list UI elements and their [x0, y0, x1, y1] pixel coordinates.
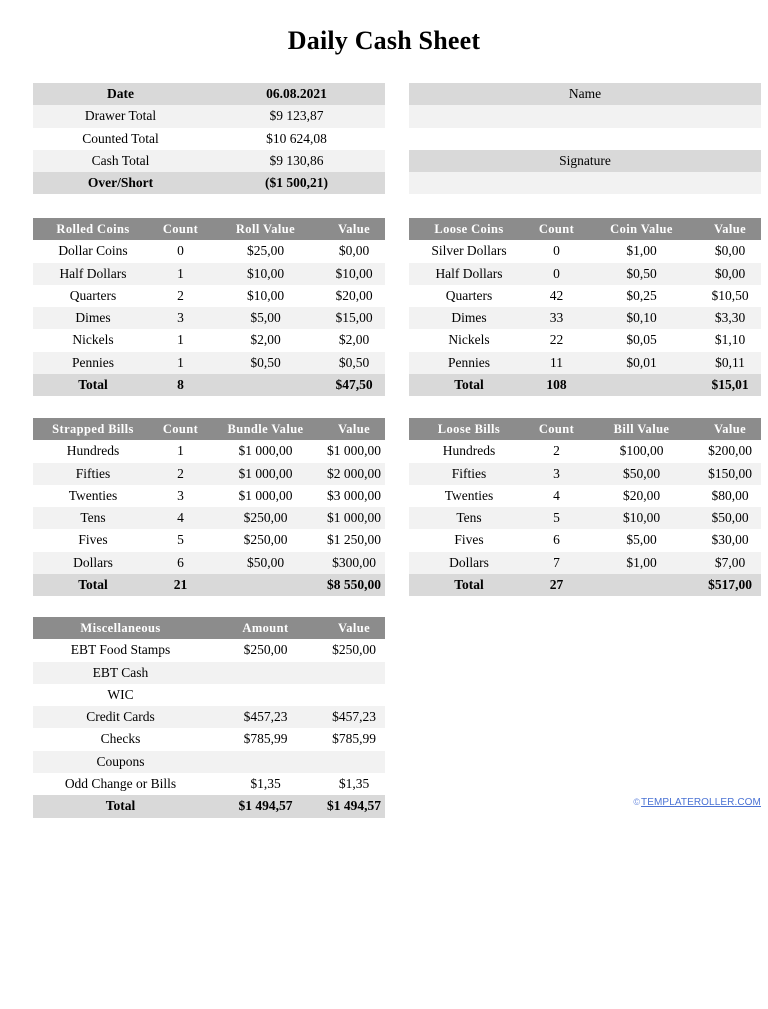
- item-name: Fives: [33, 529, 153, 551]
- table-total-row: [409, 574, 761, 596]
- item-amount[interactable]: [208, 662, 323, 684]
- item-name: Twenties: [33, 485, 153, 507]
- column-header: Roll Value: [208, 218, 323, 240]
- summary-value: $9 123,87: [208, 105, 385, 127]
- table-total-row: [33, 374, 385, 396]
- table-row[interactable]: [33, 662, 385, 684]
- item-name: Dollars: [33, 552, 153, 574]
- table-row[interactable]: [33, 485, 385, 507]
- item-count[interactable]: 1: [153, 440, 208, 462]
- column-header: Count: [153, 418, 208, 440]
- total-count: 21: [153, 574, 208, 596]
- item-name: Hundreds: [33, 440, 153, 462]
- item-value: $200,00: [699, 440, 761, 462]
- loose-bills-table: [409, 418, 761, 596]
- item-unit-value: $5,00: [584, 529, 699, 551]
- footer-watermark[interactable]: [33, 797, 761, 808]
- total-count: 108: [529, 374, 584, 396]
- table-row[interactable]: [409, 463, 761, 485]
- item-value: $2 000,00: [323, 463, 385, 485]
- item-value: $300,00: [323, 552, 385, 574]
- item-name: Dollar Coins: [33, 240, 153, 262]
- table-header-row: [33, 218, 385, 240]
- loose-coins-table: [409, 218, 761, 396]
- item-name: Hundreds: [409, 440, 529, 462]
- item-count[interactable]: 42: [529, 285, 584, 307]
- total-label: Total: [33, 574, 153, 596]
- table-row: [409, 150, 761, 172]
- item-count[interactable]: 6: [529, 529, 584, 551]
- item-value: $15,00: [323, 307, 385, 329]
- item-name: Nickels: [33, 329, 153, 351]
- item-value: $10,50: [699, 285, 761, 307]
- total-label: Total: [33, 374, 153, 396]
- total-value: $517,00: [699, 574, 761, 596]
- table-row[interactable]: [33, 307, 385, 329]
- table-row[interactable]: [33, 105, 385, 127]
- item-value: $0,11: [699, 352, 761, 374]
- item-unit-value: $0,01: [584, 352, 699, 374]
- item-name: Tens: [33, 507, 153, 529]
- item-unit-value: $10,00: [208, 285, 323, 307]
- item-name: Half Dollars: [409, 263, 529, 285]
- total-spacer: [208, 574, 323, 596]
- table-header-row: [409, 218, 761, 240]
- column-header: Value: [699, 218, 761, 240]
- item-name: Checks: [33, 728, 208, 750]
- summary-block: [33, 83, 385, 194]
- column-header: Value: [323, 617, 385, 639]
- item-unit-value: $250,00: [208, 529, 323, 551]
- rolled-coins-block: [33, 218, 385, 396]
- item-name: Dimes: [409, 307, 529, 329]
- item-value: $785,99: [323, 728, 385, 750]
- item-unit-value: $20,00: [584, 485, 699, 507]
- item-name: Silver Dollars: [409, 240, 529, 262]
- item-value: $0,00: [323, 240, 385, 262]
- item-amount[interactable]: $457,23: [208, 706, 323, 728]
- table-row[interactable]: [33, 639, 385, 661]
- item-unit-value: $0,10: [584, 307, 699, 329]
- item-value: [323, 662, 385, 684]
- item-value: $1 000,00: [323, 507, 385, 529]
- item-unit-value: $250,00: [208, 507, 323, 529]
- column-header: Bundle Value: [208, 418, 323, 440]
- total-label: Total: [33, 795, 208, 817]
- item-name: EBT Food Stamps: [33, 639, 208, 661]
- miscellaneous-table: [33, 617, 385, 818]
- table-row[interactable]: [33, 329, 385, 351]
- item-unit-value: $1 000,00: [208, 485, 323, 507]
- item-unit-value: $0,50: [584, 263, 699, 285]
- table-row[interactable]: [409, 329, 761, 351]
- item-name: Coupons: [33, 751, 208, 773]
- item-unit-value: $1,00: [584, 240, 699, 262]
- item-value: $1,10: [699, 329, 761, 351]
- loose-coins-block: [409, 218, 761, 396]
- column-header: Loose Coins: [409, 218, 529, 240]
- summary-label: Cash Total: [33, 150, 208, 172]
- table-row[interactable]: [33, 263, 385, 285]
- table-row[interactable]: [409, 485, 761, 507]
- name-label: Name: [409, 83, 761, 105]
- total-label: Total: [409, 374, 529, 396]
- table-row[interactable]: [409, 172, 761, 194]
- item-unit-value: $1 000,00: [208, 440, 323, 462]
- table-row[interactable]: [33, 529, 385, 551]
- table-row[interactable]: [33, 440, 385, 462]
- summary-value: 06.08.2021: [208, 83, 385, 105]
- table-header-row: [409, 418, 761, 440]
- total-spacer: [584, 374, 699, 396]
- item-amount[interactable]: [208, 751, 323, 773]
- item-unit-value: $10,00: [208, 263, 323, 285]
- table-total-row: [409, 374, 761, 396]
- item-count[interactable]: 3: [153, 485, 208, 507]
- column-header: Value: [323, 418, 385, 440]
- item-count[interactable]: 4: [529, 485, 584, 507]
- item-value: $150,00: [699, 463, 761, 485]
- summary-label: Counted Total: [33, 128, 208, 150]
- item-count[interactable]: 0: [529, 263, 584, 285]
- item-count[interactable]: 6: [153, 552, 208, 574]
- item-name: Pennies: [409, 352, 529, 374]
- item-value: $50,00: [699, 507, 761, 529]
- item-unit-value: $5,00: [208, 307, 323, 329]
- item-name: Fifties: [33, 463, 153, 485]
- item-unit-value: $100,00: [584, 440, 699, 462]
- total-spacer: [584, 574, 699, 596]
- item-value: $2,00: [323, 329, 385, 351]
- table-row[interactable]: [409, 240, 761, 262]
- item-unit-value: $0,25: [584, 285, 699, 307]
- total-value: $47,50: [323, 374, 385, 396]
- item-value: $0,00: [699, 240, 761, 262]
- table-row[interactable]: [33, 285, 385, 307]
- table-row[interactable]: [33, 150, 385, 172]
- signatory-block: [409, 83, 761, 194]
- item-unit-value: $2,00: [208, 329, 323, 351]
- total-value: $8 550,00: [323, 574, 385, 596]
- item-value: $10,00: [323, 263, 385, 285]
- item-value: $0,50: [323, 352, 385, 374]
- column-header: Strapped Bills: [33, 418, 153, 440]
- table-row[interactable]: [33, 172, 385, 194]
- summary-value: $9 130,86: [208, 150, 385, 172]
- item-value: $457,23: [323, 706, 385, 728]
- item-count[interactable]: 0: [153, 240, 208, 262]
- item-value: $0,00: [699, 263, 761, 285]
- item-value: [323, 751, 385, 773]
- summary-label: Drawer Total: [33, 105, 208, 127]
- column-header: Value: [323, 218, 385, 240]
- item-name: Odd Change or Bills: [33, 773, 208, 795]
- table-header-row: [33, 617, 385, 639]
- signature-label: Signature: [409, 150, 761, 172]
- item-name: Dimes: [33, 307, 153, 329]
- item-amount[interactable]: [208, 684, 323, 706]
- item-name: Tens: [409, 507, 529, 529]
- column-header: Rolled Coins: [33, 218, 153, 240]
- table-row[interactable]: [409, 105, 761, 127]
- item-count[interactable]: 1: [153, 263, 208, 285]
- signature-input[interactable]: [409, 172, 761, 194]
- item-unit-value: $25,00: [208, 240, 323, 262]
- item-count[interactable]: 1: [153, 329, 208, 351]
- total-spacer: [208, 374, 323, 396]
- item-amount[interactable]: $785,99: [208, 728, 323, 750]
- name-input[interactable]: [409, 105, 761, 127]
- item-unit-value: $1 000,00: [208, 463, 323, 485]
- table-row[interactable]: [409, 307, 761, 329]
- item-count[interactable]: 7: [529, 552, 584, 574]
- item-value: $3 000,00: [323, 485, 385, 507]
- column-header: Count: [529, 418, 584, 440]
- table-row[interactable]: [33, 773, 385, 795]
- table-row[interactable]: [33, 751, 385, 773]
- item-count[interactable]: 4: [153, 507, 208, 529]
- total-count: 8: [153, 374, 208, 396]
- item-value: $30,00: [699, 529, 761, 551]
- item-unit-value: $0,50: [208, 352, 323, 374]
- column-header: Bill Value: [584, 418, 699, 440]
- item-count[interactable]: 5: [529, 507, 584, 529]
- item-name: WIC: [33, 684, 208, 706]
- item-name: Fives: [409, 529, 529, 551]
- item-name: Dollars: [409, 552, 529, 574]
- item-count[interactable]: 11: [529, 352, 584, 374]
- table-row[interactable]: [33, 240, 385, 262]
- item-name: Quarters: [409, 285, 529, 307]
- item-value: $1 250,00: [323, 529, 385, 551]
- table-row[interactable]: [33, 128, 385, 150]
- copyright-icon: ©: [633, 797, 641, 807]
- item-amount[interactable]: $250,00: [208, 639, 323, 661]
- table-header-row: [33, 418, 385, 440]
- item-unit-value: $50,00: [584, 463, 699, 485]
- item-count[interactable]: 5: [153, 529, 208, 551]
- item-count[interactable]: 2: [153, 285, 208, 307]
- total-value: $15,01: [699, 374, 761, 396]
- table-row[interactable]: [33, 552, 385, 574]
- table-row[interactable]: [33, 706, 385, 728]
- item-value: $1,35: [323, 773, 385, 795]
- summary-value: ($1 500,21): [208, 172, 385, 194]
- summary-value: $10 624,08: [208, 128, 385, 150]
- item-unit-value: $10,00: [584, 507, 699, 529]
- strapped-bills-table: [33, 418, 385, 596]
- item-unit-value: $50,00: [208, 552, 323, 574]
- summary-label: Date: [33, 83, 208, 105]
- signature-table: [409, 150, 761, 195]
- item-count[interactable]: 2: [153, 463, 208, 485]
- total-label: Total: [409, 574, 529, 596]
- table-row[interactable]: [33, 728, 385, 750]
- page-title: Daily Cash Sheet: [287, 26, 481, 55]
- table-row[interactable]: [409, 552, 761, 574]
- templateroller-link[interactable]: TEMPLATEROLLER.COM: [641, 797, 761, 808]
- table-row[interactable]: [409, 352, 761, 374]
- column-header: Value: [699, 418, 761, 440]
- table-row[interactable]: [409, 263, 761, 285]
- column-header: Amount: [208, 617, 323, 639]
- table-total-row: [33, 574, 385, 596]
- item-unit-value: $1,00: [584, 552, 699, 574]
- table-row[interactable]: [409, 507, 761, 529]
- item-amount[interactable]: $1,35: [208, 773, 323, 795]
- miscellaneous-block: [33, 617, 385, 818]
- item-value: $20,00: [323, 285, 385, 307]
- item-value: $250,00: [323, 639, 385, 661]
- item-count[interactable]: 22: [529, 329, 584, 351]
- total-count: 27: [529, 574, 584, 596]
- item-name: Credit Cards: [33, 706, 208, 728]
- block-spacer: [409, 128, 761, 150]
- column-header: Coin Value: [584, 218, 699, 240]
- table-row[interactable]: [33, 507, 385, 529]
- item-value: $7,00: [699, 552, 761, 574]
- strapped-bills-block: [33, 418, 385, 596]
- column-header: Count: [153, 218, 208, 240]
- item-value: $80,00: [699, 485, 761, 507]
- table-row[interactable]: [33, 352, 385, 374]
- item-name: Pennies: [33, 352, 153, 374]
- item-count[interactable]: 3: [153, 307, 208, 329]
- rolled-coins-table: [33, 218, 385, 396]
- item-count[interactable]: 3: [529, 463, 584, 485]
- column-header: Miscellaneous: [33, 617, 208, 639]
- table-row[interactable]: [409, 285, 761, 307]
- loose-bills-block: [409, 418, 761, 596]
- summary-table: [33, 83, 385, 194]
- item-count[interactable]: 0: [529, 240, 584, 262]
- table-row: [409, 83, 761, 105]
- table-row[interactable]: [33, 83, 385, 105]
- summary-label: Over/Short: [33, 172, 208, 194]
- item-count[interactable]: 2: [529, 440, 584, 462]
- total-amount: $1 494,57: [208, 795, 323, 817]
- item-name: Nickels: [409, 329, 529, 351]
- item-value: $3,30: [699, 307, 761, 329]
- table-row[interactable]: [33, 463, 385, 485]
- column-header: Loose Bills: [409, 418, 529, 440]
- item-value: $1 000,00: [323, 440, 385, 462]
- item-unit-value: $0,05: [584, 329, 699, 351]
- table-row[interactable]: [409, 529, 761, 551]
- item-name: Quarters: [33, 285, 153, 307]
- item-value: [323, 684, 385, 706]
- item-name: Fifties: [409, 463, 529, 485]
- table-row[interactable]: [33, 684, 385, 706]
- item-count[interactable]: 1: [153, 352, 208, 374]
- item-name: Half Dollars: [33, 263, 153, 285]
- column-header: Count: [529, 218, 584, 240]
- name-table: [409, 83, 761, 128]
- item-name: Twenties: [409, 485, 529, 507]
- total-value: $1 494,57: [323, 795, 385, 817]
- table-row[interactable]: [409, 440, 761, 462]
- item-count[interactable]: 33: [529, 307, 584, 329]
- item-name: EBT Cash: [33, 662, 208, 684]
